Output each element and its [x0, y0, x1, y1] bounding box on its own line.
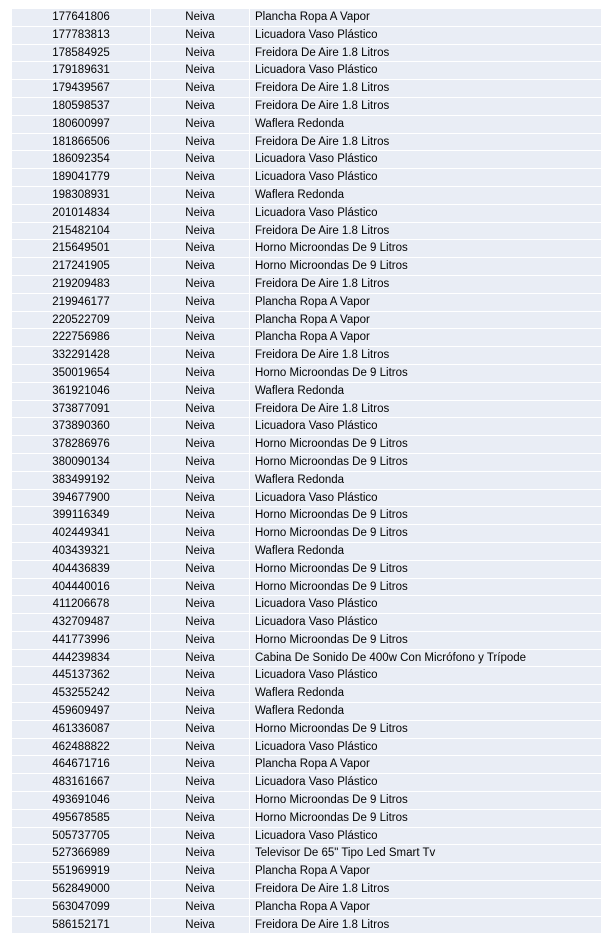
winners-table — [12, 9, 601, 934]
table-row — [12, 26, 601, 44]
cell-product: Plancha Ropa A Vapor — [250, 311, 602, 329]
table-row — [12, 115, 601, 133]
cell-product: Licuadora Vaso Plástico — [250, 169, 602, 187]
cell-city: Neiva — [151, 115, 250, 133]
cell-city: Neiva — [151, 44, 250, 62]
table-row — [12, 649, 601, 667]
cell-product: Licuadora Vaso Plástico — [250, 151, 602, 169]
cell-id: 461336087 — [12, 720, 151, 738]
table-row — [12, 133, 601, 151]
cell-id: 563047099 — [12, 898, 151, 916]
cell-product: Waflera Redonda — [250, 115, 602, 133]
table-body — [12, 9, 601, 934]
cell-product: Plancha Ropa A Vapor — [250, 756, 602, 774]
cell-product: Waflera Redonda — [250, 703, 602, 721]
table-row — [12, 347, 601, 365]
table-row — [12, 738, 601, 756]
cell-id: 201014834 — [12, 204, 151, 222]
cell-id: 402449341 — [12, 525, 151, 543]
cell-product: Waflera Redonda — [250, 382, 602, 400]
cell-product: Waflera Redonda — [250, 685, 602, 703]
cell-product: Plancha Ropa A Vapor — [250, 898, 602, 916]
cell-city: Neiva — [151, 560, 250, 578]
cell-product: Plancha Ropa A Vapor — [250, 9, 602, 26]
cell-id: 586152171 — [12, 916, 151, 934]
cell-id: 220522709 — [12, 311, 151, 329]
cell-product: Licuadora Vaso Plástico — [250, 596, 602, 614]
table-row — [12, 756, 601, 774]
cell-product: Horno Microondas De 9 Litros — [250, 792, 602, 810]
cell-id: 198308931 — [12, 186, 151, 204]
cell-product: Horno Microondas De 9 Litros — [250, 560, 602, 578]
table-row — [12, 863, 601, 881]
cell-id: 551969919 — [12, 863, 151, 881]
cell-product: Licuadora Vaso Plástico — [250, 738, 602, 756]
table-row — [12, 489, 601, 507]
table-row — [12, 845, 601, 863]
table-row — [12, 364, 601, 382]
table-row — [12, 204, 601, 222]
cell-city: Neiva — [151, 169, 250, 187]
cell-id: 399116349 — [12, 507, 151, 525]
table-row — [12, 578, 601, 596]
table-row — [12, 240, 601, 258]
table-row — [12, 151, 601, 169]
cell-city: Neiva — [151, 578, 250, 596]
table-row — [12, 881, 601, 899]
table-row — [12, 400, 601, 418]
cell-city: Neiva — [151, 275, 250, 293]
cell-city: Neiva — [151, 720, 250, 738]
table-row — [12, 667, 601, 685]
cell-product: Horno Microondas De 9 Litros — [250, 631, 602, 649]
cell-id: 219209483 — [12, 275, 151, 293]
cell-id: 527366989 — [12, 845, 151, 863]
cell-product: Freidora De Aire 1.8 Litros — [250, 400, 602, 418]
cell-product: Horno Microondas De 9 Litros — [250, 809, 602, 827]
cell-city: Neiva — [151, 293, 250, 311]
cell-product: Licuadora Vaso Plástico — [250, 614, 602, 632]
cell-id: 441773996 — [12, 631, 151, 649]
cell-id: 483161667 — [12, 774, 151, 792]
cell-city: Neiva — [151, 97, 250, 115]
cell-product: Freidora De Aire 1.8 Litros — [250, 80, 602, 98]
cell-id: 350019654 — [12, 364, 151, 382]
table-row — [12, 560, 601, 578]
cell-product: Horno Microondas De 9 Litros — [250, 364, 602, 382]
cell-city: Neiva — [151, 329, 250, 347]
cell-id: 444239834 — [12, 649, 151, 667]
cell-city: Neiva — [151, 347, 250, 365]
cell-product: Horno Microondas De 9 Litros — [250, 507, 602, 525]
table-row — [12, 44, 601, 62]
cell-city: Neiva — [151, 756, 250, 774]
table-row — [12, 186, 601, 204]
cell-id: 186092354 — [12, 151, 151, 169]
cell-city: Neiva — [151, 792, 250, 810]
cell-product: Televisor De 65" Tipo Led Smart Tv — [250, 845, 602, 863]
table-row — [12, 614, 601, 632]
cell-id: 464671716 — [12, 756, 151, 774]
table-row — [12, 418, 601, 436]
cell-id: 181866506 — [12, 133, 151, 151]
cell-city: Neiva — [151, 738, 250, 756]
cell-product: Cabina De Sonido De 400w Con Micrófono y Trípode — [250, 649, 602, 667]
cell-id: 332291428 — [12, 347, 151, 365]
cell-product: Licuadora Vaso Plástico — [250, 489, 602, 507]
table-row — [12, 293, 601, 311]
table-row — [12, 631, 601, 649]
document-page — [12, 9, 601, 934]
cell-id: 462488822 — [12, 738, 151, 756]
table-row — [12, 703, 601, 721]
table-row — [12, 525, 601, 543]
cell-product: Licuadora Vaso Plástico — [250, 204, 602, 222]
cell-city: Neiva — [151, 507, 250, 525]
cell-city: Neiva — [151, 649, 250, 667]
cell-id: 179189631 — [12, 62, 151, 80]
cell-city: Neiva — [151, 186, 250, 204]
cell-city: Neiva — [151, 62, 250, 80]
table-row — [12, 596, 601, 614]
cell-city: Neiva — [151, 26, 250, 44]
cell-city: Neiva — [151, 809, 250, 827]
table-row — [12, 827, 601, 845]
cell-id: 411206678 — [12, 596, 151, 614]
cell-city: Neiva — [151, 542, 250, 560]
cell-id: 373890360 — [12, 418, 151, 436]
cell-id: 394677900 — [12, 489, 151, 507]
cell-city: Neiva — [151, 525, 250, 543]
cell-id: 215649501 — [12, 240, 151, 258]
cell-city: Neiva — [151, 204, 250, 222]
cell-city: Neiva — [151, 898, 250, 916]
cell-city: Neiva — [151, 614, 250, 632]
table-row — [12, 436, 601, 454]
table-row — [12, 916, 601, 934]
table-row — [12, 453, 601, 471]
cell-city: Neiva — [151, 400, 250, 418]
cell-city: Neiva — [151, 133, 250, 151]
cell-city: Neiva — [151, 222, 250, 240]
cell-product: Freidora De Aire 1.8 Litros — [250, 133, 602, 151]
cell-city: Neiva — [151, 685, 250, 703]
cell-product: Licuadora Vaso Plástico — [250, 26, 602, 44]
cell-city: Neiva — [151, 863, 250, 881]
cell-city: Neiva — [151, 774, 250, 792]
cell-city: Neiva — [151, 453, 250, 471]
cell-city: Neiva — [151, 596, 250, 614]
cell-id: 404436839 — [12, 560, 151, 578]
table-row — [12, 169, 601, 187]
cell-id: 180598537 — [12, 97, 151, 115]
cell-product: Waflera Redonda — [250, 471, 602, 489]
cell-product: Freidora De Aire 1.8 Litros — [250, 222, 602, 240]
cell-product: Horno Microondas De 9 Litros — [250, 720, 602, 738]
cell-city: Neiva — [151, 311, 250, 329]
cell-city: Neiva — [151, 80, 250, 98]
cell-id: 177641806 — [12, 9, 151, 26]
cell-id: 378286976 — [12, 436, 151, 454]
table-row — [12, 222, 601, 240]
cell-id: 222756986 — [12, 329, 151, 347]
table-row — [12, 382, 601, 400]
cell-id: 562849000 — [12, 881, 151, 899]
cell-city: Neiva — [151, 471, 250, 489]
cell-id: 383499192 — [12, 471, 151, 489]
table-row — [12, 720, 601, 738]
cell-id: 215482104 — [12, 222, 151, 240]
cell-product: Waflera Redonda — [250, 186, 602, 204]
cell-product: Horno Microondas De 9 Litros — [250, 240, 602, 258]
cell-city: Neiva — [151, 418, 250, 436]
cell-product: Licuadora Vaso Plástico — [250, 62, 602, 80]
cell-city: Neiva — [151, 258, 250, 276]
cell-city: Neiva — [151, 881, 250, 899]
cell-city: Neiva — [151, 916, 250, 934]
cell-city: Neiva — [151, 667, 250, 685]
cell-id: 373877091 — [12, 400, 151, 418]
cell-id: 459609497 — [12, 703, 151, 721]
cell-id: 493691046 — [12, 792, 151, 810]
cell-city: Neiva — [151, 631, 250, 649]
cell-id: 180600997 — [12, 115, 151, 133]
cell-product: Freidora De Aire 1.8 Litros — [250, 916, 602, 934]
table-row — [12, 542, 601, 560]
cell-city: Neiva — [151, 436, 250, 454]
cell-city: Neiva — [151, 240, 250, 258]
cell-id: 189041779 — [12, 169, 151, 187]
cell-product: Plancha Ropa A Vapor — [250, 329, 602, 347]
cell-product: Horno Microondas De 9 Litros — [250, 258, 602, 276]
cell-id: 219946177 — [12, 293, 151, 311]
cell-product: Waflera Redonda — [250, 542, 602, 560]
cell-id: 217241905 — [12, 258, 151, 276]
cell-id: 505737705 — [12, 827, 151, 845]
cell-id: 179439567 — [12, 80, 151, 98]
cell-product: Licuadora Vaso Plástico — [250, 418, 602, 436]
cell-product: Horno Microondas De 9 Litros — [250, 525, 602, 543]
cell-city: Neiva — [151, 382, 250, 400]
table-row — [12, 275, 601, 293]
cell-city: Neiva — [151, 364, 250, 382]
cell-id: 445137362 — [12, 667, 151, 685]
cell-city: Neiva — [151, 827, 250, 845]
cell-id: 432709487 — [12, 614, 151, 632]
cell-product: Licuadora Vaso Plástico — [250, 774, 602, 792]
table-row — [12, 9, 601, 26]
cell-product: Plancha Ropa A Vapor — [250, 863, 602, 881]
table-row — [12, 898, 601, 916]
cell-city: Neiva — [151, 9, 250, 26]
cell-id: 453255242 — [12, 685, 151, 703]
table-row — [12, 62, 601, 80]
cell-product: Plancha Ropa A Vapor — [250, 293, 602, 311]
table-row — [12, 507, 601, 525]
cell-id: 495678585 — [12, 809, 151, 827]
cell-product: Licuadora Vaso Plástico — [250, 667, 602, 685]
cell-product: Horno Microondas De 9 Litros — [250, 453, 602, 471]
table-row — [12, 792, 601, 810]
table-row — [12, 471, 601, 489]
table-row — [12, 809, 601, 827]
table-row — [12, 311, 601, 329]
cell-product: Freidora De Aire 1.8 Litros — [250, 44, 602, 62]
cell-id: 404440016 — [12, 578, 151, 596]
cell-product: Freidora De Aire 1.8 Litros — [250, 347, 602, 365]
cell-city: Neiva — [151, 489, 250, 507]
cell-id: 380090134 — [12, 453, 151, 471]
cell-product: Freidora De Aire 1.8 Litros — [250, 275, 602, 293]
cell-city: Neiva — [151, 845, 250, 863]
table-row — [12, 258, 601, 276]
cell-id: 403439321 — [12, 542, 151, 560]
cell-product: Horno Microondas De 9 Litros — [250, 436, 602, 454]
table-row — [12, 80, 601, 98]
table-row — [12, 329, 601, 347]
cell-product: Freidora De Aire 1.8 Litros — [250, 97, 602, 115]
table-row — [12, 774, 601, 792]
cell-city: Neiva — [151, 703, 250, 721]
cell-id: 178584925 — [12, 44, 151, 62]
table-row — [12, 97, 601, 115]
table-row — [12, 685, 601, 703]
cell-product: Freidora De Aire 1.8 Litros — [250, 881, 602, 899]
cell-id: 361921046 — [12, 382, 151, 400]
cell-product: Licuadora Vaso Plástico — [250, 827, 602, 845]
cell-city: Neiva — [151, 151, 250, 169]
cell-id: 177783813 — [12, 26, 151, 44]
cell-product: Horno Microondas De 9 Litros — [250, 578, 602, 596]
